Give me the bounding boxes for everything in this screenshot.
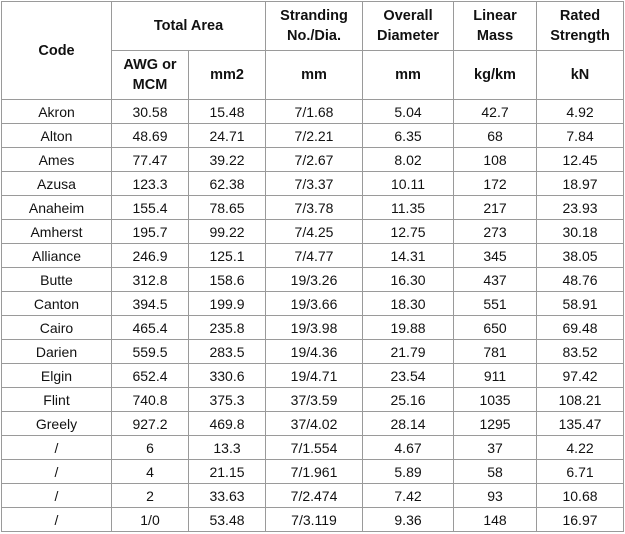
stranding-cell: 19/3.26 bbox=[266, 268, 363, 292]
mm2-cell: 283.5 bbox=[189, 340, 266, 364]
table-row bbox=[2, 100, 624, 124]
header-stranding-unit: mm bbox=[266, 51, 363, 100]
mm2-cell: 24.71 bbox=[189, 124, 266, 148]
mass-cell: 93 bbox=[454, 484, 537, 508]
strength-cell: 48.76 bbox=[537, 268, 624, 292]
mm2-cell: 21.15 bbox=[189, 460, 266, 484]
diameter-cell: 21.79 bbox=[363, 340, 454, 364]
header-diameter-unit: mm bbox=[363, 51, 454, 100]
stranding-cell: 7/2.474 bbox=[266, 484, 363, 508]
stranding-cell: 19/3.98 bbox=[266, 316, 363, 340]
strength-cell: 23.93 bbox=[537, 196, 624, 220]
stranding-cell: 37/4.02 bbox=[266, 412, 363, 436]
mass-cell: 37 bbox=[454, 436, 537, 460]
strength-cell: 83.52 bbox=[537, 340, 624, 364]
strength-cell: 135.47 bbox=[537, 412, 624, 436]
header-awg-mcm: AWG or MCM bbox=[112, 51, 189, 100]
awg-cell: 123.3 bbox=[112, 172, 189, 196]
header-mm2: mm2 bbox=[189, 51, 266, 100]
stranding-cell: 19/4.36 bbox=[266, 340, 363, 364]
stranding-cell: 7/2.67 bbox=[266, 148, 363, 172]
table-row bbox=[2, 460, 624, 484]
table-row bbox=[2, 172, 624, 196]
awg-cell: 465.4 bbox=[112, 316, 189, 340]
code-cell: Butte bbox=[2, 268, 112, 292]
strength-cell: 12.45 bbox=[537, 148, 624, 172]
diameter-cell: 23.54 bbox=[363, 364, 454, 388]
code-cell: Cairo bbox=[2, 316, 112, 340]
code-cell: Flint bbox=[2, 388, 112, 412]
stranding-cell: 7/1.68 bbox=[266, 100, 363, 124]
mass-cell: 911 bbox=[454, 364, 537, 388]
stranding-cell: 7/3.78 bbox=[266, 196, 363, 220]
stranding-cell: 7/1.554 bbox=[266, 436, 363, 460]
mm2-cell: 158.6 bbox=[189, 268, 266, 292]
diameter-cell: 16.30 bbox=[363, 268, 454, 292]
code-cell: / bbox=[2, 484, 112, 508]
diameter-cell: 5.89 bbox=[363, 460, 454, 484]
strength-cell: 30.18 bbox=[537, 220, 624, 244]
strength-cell: 16.97 bbox=[537, 508, 624, 532]
diameter-cell: 19.88 bbox=[363, 316, 454, 340]
diameter-cell: 9.36 bbox=[363, 508, 454, 532]
mm2-cell: 13.3 bbox=[189, 436, 266, 460]
mass-cell: 217 bbox=[454, 196, 537, 220]
strength-cell: 97.42 bbox=[537, 364, 624, 388]
strength-cell: 108.21 bbox=[537, 388, 624, 412]
awg-cell: 6 bbox=[112, 436, 189, 460]
header-strength-unit: kN bbox=[537, 51, 624, 100]
stranding-cell: 7/3.37 bbox=[266, 172, 363, 196]
diameter-cell: 8.02 bbox=[363, 148, 454, 172]
table-row bbox=[2, 364, 624, 388]
code-cell: Greely bbox=[2, 412, 112, 436]
mm2-cell: 53.48 bbox=[189, 508, 266, 532]
awg-cell: 2 bbox=[112, 484, 189, 508]
code-cell: / bbox=[2, 436, 112, 460]
diameter-cell: 14.31 bbox=[363, 244, 454, 268]
awg-cell: 312.8 bbox=[112, 268, 189, 292]
mass-cell: 68 bbox=[454, 124, 537, 148]
diameter-cell: 18.30 bbox=[363, 292, 454, 316]
stranding-cell: 7/3.119 bbox=[266, 508, 363, 532]
table-row bbox=[2, 436, 624, 460]
stranding-cell: 19/4.71 bbox=[266, 364, 363, 388]
awg-cell: 48.69 bbox=[112, 124, 189, 148]
mass-cell: 42.7 bbox=[454, 100, 537, 124]
mm2-cell: 78.65 bbox=[189, 196, 266, 220]
awg-cell: 4 bbox=[112, 460, 189, 484]
header-row-1 bbox=[2, 2, 624, 51]
mass-cell: 172 bbox=[454, 172, 537, 196]
code-cell: Amherst bbox=[2, 220, 112, 244]
awg-cell: 652.4 bbox=[112, 364, 189, 388]
mass-cell: 551 bbox=[454, 292, 537, 316]
stranding-cell: 19/3.66 bbox=[266, 292, 363, 316]
strength-cell: 4.92 bbox=[537, 100, 624, 124]
mm2-cell: 15.48 bbox=[189, 100, 266, 124]
code-cell: Darien bbox=[2, 340, 112, 364]
diameter-cell: 11.35 bbox=[363, 196, 454, 220]
header-total-area: Total Area bbox=[112, 2, 266, 51]
header-code: Code bbox=[2, 2, 112, 100]
code-cell: Azusa bbox=[2, 172, 112, 196]
strength-cell: 4.22 bbox=[537, 436, 624, 460]
mass-cell: 650 bbox=[454, 316, 537, 340]
stranding-cell: 7/1.961 bbox=[266, 460, 363, 484]
stranding-cell: 7/4.25 bbox=[266, 220, 363, 244]
mm2-cell: 39.22 bbox=[189, 148, 266, 172]
awg-cell: 559.5 bbox=[112, 340, 189, 364]
code-cell: Canton bbox=[2, 292, 112, 316]
awg-cell: 77.47 bbox=[112, 148, 189, 172]
awg-cell: 246.9 bbox=[112, 244, 189, 268]
mass-cell: 1295 bbox=[454, 412, 537, 436]
table-row bbox=[2, 268, 624, 292]
table-row bbox=[2, 484, 624, 508]
strength-cell: 58.91 bbox=[537, 292, 624, 316]
strength-cell: 69.48 bbox=[537, 316, 624, 340]
code-cell: Alliance bbox=[2, 244, 112, 268]
awg-cell: 740.8 bbox=[112, 388, 189, 412]
table-row bbox=[2, 412, 624, 436]
diameter-cell: 12.75 bbox=[363, 220, 454, 244]
mm2-cell: 375.3 bbox=[189, 388, 266, 412]
diameter-cell: 4.67 bbox=[363, 436, 454, 460]
mass-cell: 1035 bbox=[454, 388, 537, 412]
mass-cell: 437 bbox=[454, 268, 537, 292]
mass-cell: 273 bbox=[454, 220, 537, 244]
stranding-cell: 37/3.59 bbox=[266, 388, 363, 412]
conductor-spec-table bbox=[1, 1, 624, 532]
table-row bbox=[2, 508, 624, 532]
table-body bbox=[2, 100, 624, 532]
mm2-cell: 199.9 bbox=[189, 292, 266, 316]
awg-cell: 30.58 bbox=[112, 100, 189, 124]
table-row bbox=[2, 148, 624, 172]
mm2-cell: 235.8 bbox=[189, 316, 266, 340]
awg-cell: 1/0 bbox=[112, 508, 189, 532]
table-row bbox=[2, 220, 624, 244]
header-mass-unit: kg/km bbox=[454, 51, 537, 100]
diameter-cell: 7.42 bbox=[363, 484, 454, 508]
code-cell: Akron bbox=[2, 100, 112, 124]
strength-cell: 38.05 bbox=[537, 244, 624, 268]
code-cell: Alton bbox=[2, 124, 112, 148]
mass-cell: 108 bbox=[454, 148, 537, 172]
mm2-cell: 330.6 bbox=[189, 364, 266, 388]
strength-cell: 7.84 bbox=[537, 124, 624, 148]
diameter-cell: 25.16 bbox=[363, 388, 454, 412]
stranding-cell: 7/2.21 bbox=[266, 124, 363, 148]
diameter-cell: 10.11 bbox=[363, 172, 454, 196]
mass-cell: 148 bbox=[454, 508, 537, 532]
code-cell: / bbox=[2, 508, 112, 532]
mass-cell: 781 bbox=[454, 340, 537, 364]
awg-cell: 195.7 bbox=[112, 220, 189, 244]
table-row bbox=[2, 388, 624, 412]
diameter-cell: 28.14 bbox=[363, 412, 454, 436]
mm2-cell: 99.22 bbox=[189, 220, 266, 244]
diameter-cell: 6.35 bbox=[363, 124, 454, 148]
code-cell: Anaheim bbox=[2, 196, 112, 220]
mass-cell: 58 bbox=[454, 460, 537, 484]
code-cell: / bbox=[2, 460, 112, 484]
table-row bbox=[2, 124, 624, 148]
table-row bbox=[2, 316, 624, 340]
header-overall-diameter: Overall Diameter bbox=[363, 2, 454, 51]
mm2-cell: 469.8 bbox=[189, 412, 266, 436]
strength-cell: 18.97 bbox=[537, 172, 624, 196]
strength-cell: 10.68 bbox=[537, 484, 624, 508]
table-row bbox=[2, 196, 624, 220]
awg-cell: 155.4 bbox=[112, 196, 189, 220]
table-row bbox=[2, 292, 624, 316]
table-row bbox=[2, 340, 624, 364]
code-cell: Elgin bbox=[2, 364, 112, 388]
strength-cell: 6.71 bbox=[537, 460, 624, 484]
awg-cell: 927.2 bbox=[112, 412, 189, 436]
code-cell: Ames bbox=[2, 148, 112, 172]
header-rated-strength: Rated Strength bbox=[537, 2, 624, 51]
mass-cell: 345 bbox=[454, 244, 537, 268]
mm2-cell: 125.1 bbox=[189, 244, 266, 268]
awg-cell: 394.5 bbox=[112, 292, 189, 316]
header-linear-mass: Linear Mass bbox=[454, 2, 537, 51]
stranding-cell: 7/4.77 bbox=[266, 244, 363, 268]
table-header bbox=[2, 2, 624, 100]
mm2-cell: 33.63 bbox=[189, 484, 266, 508]
table-row bbox=[2, 244, 624, 268]
mm2-cell: 62.38 bbox=[189, 172, 266, 196]
diameter-cell: 5.04 bbox=[363, 100, 454, 124]
header-stranding: Stranding No./Dia. bbox=[266, 2, 363, 51]
